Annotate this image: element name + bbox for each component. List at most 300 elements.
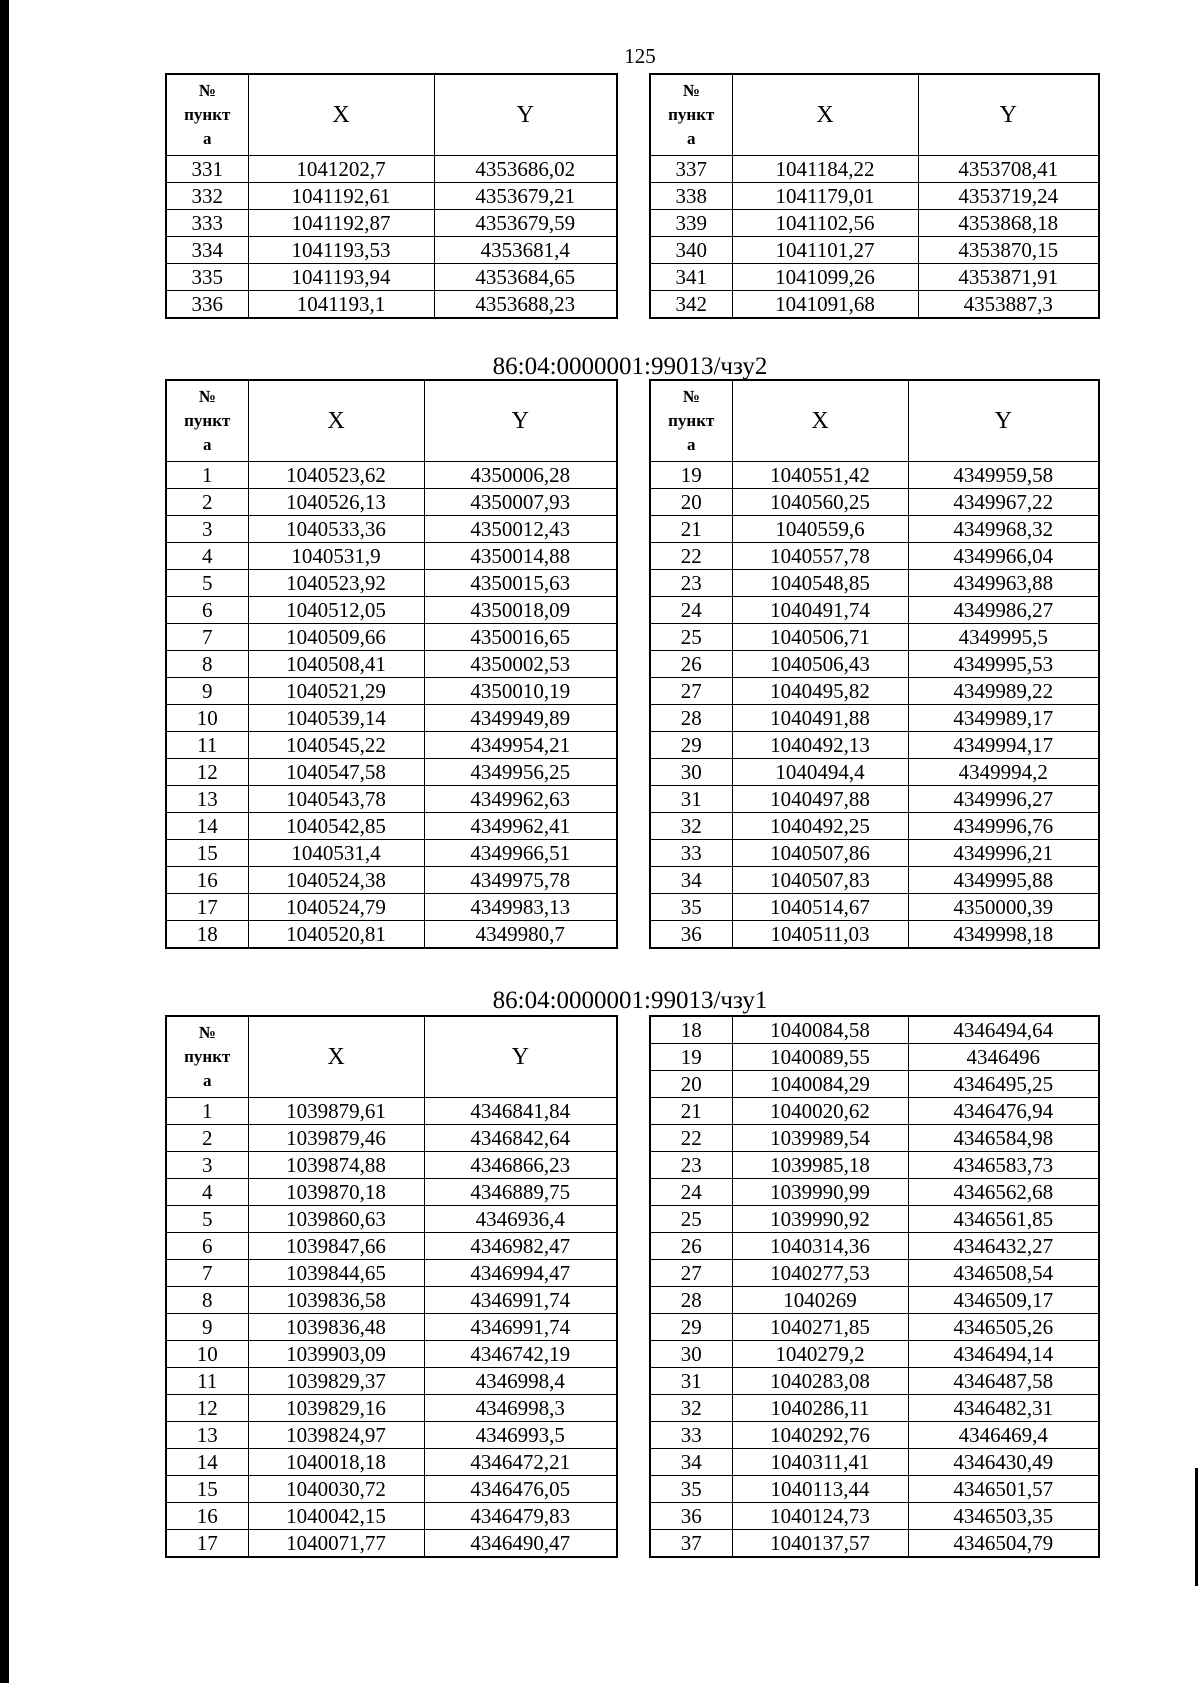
point-number-cell: 37: [650, 1530, 732, 1558]
y-coordinate-cell: 4349956,25: [424, 759, 617, 786]
point-number-cell: 22: [650, 1125, 732, 1152]
x-coordinate-cell: 1040507,83: [732, 867, 908, 894]
table-row: [166, 156, 617, 183]
table-row: [166, 543, 617, 570]
y-coordinate-cell: 4346479,83: [424, 1503, 617, 1530]
y-coordinate-cell: 4353684,65: [434, 264, 617, 291]
header-point-number-line: а: [687, 129, 696, 148]
table-row: [650, 1071, 1099, 1098]
y-coordinate-cell: 4346508,54: [908, 1260, 1099, 1287]
point-number-cell: 13: [166, 1422, 248, 1449]
x-coordinate-cell: 1040491,74: [732, 597, 908, 624]
table-row: [166, 813, 617, 840]
x-coordinate-cell: 1039874,88: [248, 1152, 424, 1179]
header-x: X: [732, 74, 918, 156]
x-coordinate-cell: 1040124,73: [732, 1503, 908, 1530]
coords-table-s1-right: [649, 379, 1100, 949]
header-point-number-line: пункт: [184, 1047, 231, 1066]
table-row: [166, 1125, 617, 1152]
table-row: [650, 1016, 1099, 1044]
y-coordinate-cell: 4346994,47: [424, 1260, 617, 1287]
x-coordinate-cell: 1040543,78: [248, 786, 424, 813]
table-row: [166, 1233, 617, 1260]
point-number-cell: 1: [166, 462, 248, 489]
point-number-cell: 9: [166, 1314, 248, 1341]
table-row: [650, 1044, 1099, 1071]
point-number-cell: 33: [650, 840, 732, 867]
point-number-cell: 10: [166, 1341, 248, 1368]
table-row: [650, 786, 1099, 813]
point-number-cell: 336: [166, 291, 248, 319]
point-number-cell: 29: [650, 1314, 732, 1341]
table-row: [650, 1530, 1099, 1558]
x-coordinate-cell: 1040279,2: [732, 1341, 908, 1368]
x-coordinate-cell: 1041184,22: [732, 156, 918, 183]
table-row: [166, 786, 617, 813]
table-row: [650, 1341, 1099, 1368]
x-coordinate-cell: 1040113,44: [732, 1476, 908, 1503]
header-point-number-line: №: [198, 81, 216, 100]
x-coordinate-cell: 1040506,43: [732, 651, 908, 678]
x-coordinate-cell: 1041101,27: [732, 237, 918, 264]
coords-table-s0-right: [649, 73, 1100, 319]
point-number-cell: 7: [166, 1260, 248, 1287]
header-point-number: [166, 380, 248, 462]
table-row: [650, 1206, 1099, 1233]
y-coordinate-cell: 4349962,63: [424, 786, 617, 813]
point-number-cell: 19: [650, 1044, 732, 1071]
table-row: [650, 1098, 1099, 1125]
table-header-row: [650, 380, 1099, 462]
table-row: [650, 624, 1099, 651]
table-row: [166, 759, 617, 786]
table-row: [166, 183, 617, 210]
table-row: [166, 840, 617, 867]
x-coordinate-cell: 1040277,53: [732, 1260, 908, 1287]
header-point-number-line: пункт: [184, 105, 231, 124]
table-row: [650, 1125, 1099, 1152]
x-coordinate-cell: 1039844,65: [248, 1260, 424, 1287]
point-number-cell: 18: [650, 1016, 732, 1044]
point-number-cell: 25: [650, 1206, 732, 1233]
point-number-cell: 21: [650, 1098, 732, 1125]
y-coordinate-cell: 4349995,5: [908, 624, 1099, 651]
header-y: Y: [908, 380, 1099, 462]
table-row: [650, 543, 1099, 570]
point-number-cell: 17: [166, 894, 248, 921]
y-coordinate-cell: 4346504,79: [908, 1530, 1099, 1558]
x-coordinate-cell: 1040042,15: [248, 1503, 424, 1530]
point-number-cell: 11: [166, 1368, 248, 1395]
y-coordinate-cell: 4349983,13: [424, 894, 617, 921]
y-coordinate-cell: 4346469,4: [908, 1422, 1099, 1449]
table-row: [166, 1260, 617, 1287]
y-coordinate-cell: 4346503,35: [908, 1503, 1099, 1530]
x-coordinate-cell: 1041102,56: [732, 210, 918, 237]
point-number-cell: 24: [650, 597, 732, 624]
point-number-cell: 15: [166, 840, 248, 867]
y-coordinate-cell: 4349967,22: [908, 489, 1099, 516]
point-number-cell: 16: [166, 1503, 248, 1530]
header-point-number: [650, 380, 732, 462]
point-number-cell: 335: [166, 264, 248, 291]
header-point-number-line: №: [682, 81, 700, 100]
table-row: [166, 705, 617, 732]
y-coordinate-cell: 4353679,59: [434, 210, 617, 237]
table-header-row: [166, 380, 617, 462]
point-number-cell: 340: [650, 237, 732, 264]
y-coordinate-cell: 4346509,17: [908, 1287, 1099, 1314]
point-number-cell: 19: [650, 462, 732, 489]
point-number-cell: 4: [166, 543, 248, 570]
point-number-cell: 332: [166, 183, 248, 210]
y-coordinate-cell: 4349968,32: [908, 516, 1099, 543]
header-point-number-line: а: [203, 435, 212, 454]
point-number-cell: 2: [166, 489, 248, 516]
header-point-number-line: №: [198, 1023, 216, 1042]
y-coordinate-cell: 4349995,53: [908, 651, 1099, 678]
x-coordinate-cell: 1040524,38: [248, 867, 424, 894]
table-row: [650, 894, 1099, 921]
y-coordinate-cell: 4346430,49: [908, 1449, 1099, 1476]
x-coordinate-cell: 1040508,41: [248, 651, 424, 678]
x-coordinate-cell: 1040559,6: [732, 516, 908, 543]
y-coordinate-cell: 4346584,98: [908, 1125, 1099, 1152]
point-number-cell: 20: [650, 489, 732, 516]
y-coordinate-cell: 4346889,75: [424, 1179, 617, 1206]
table-row: [166, 732, 617, 759]
point-number-cell: 10: [166, 705, 248, 732]
table-row: [650, 183, 1099, 210]
header-y: Y: [918, 74, 1099, 156]
table-row: [650, 1314, 1099, 1341]
table-row: [166, 291, 617, 319]
table-row: [650, 1152, 1099, 1179]
y-coordinate-cell: 4353871,91: [918, 264, 1099, 291]
y-coordinate-cell: 4346476,05: [424, 1476, 617, 1503]
x-coordinate-cell: 1040531,4: [248, 840, 424, 867]
x-coordinate-cell: 1041091,68: [732, 291, 918, 319]
x-coordinate-cell: 1041193,94: [248, 264, 434, 291]
table-row: [650, 264, 1099, 291]
table-row: [650, 1449, 1099, 1476]
header-y: Y: [424, 1016, 617, 1098]
x-coordinate-cell: 1040314,36: [732, 1233, 908, 1260]
point-number-cell: 341: [650, 264, 732, 291]
x-coordinate-cell: 1039990,92: [732, 1206, 908, 1233]
section-title-chzu1: 86:04:0000001:99013/чзу1: [492, 987, 768, 1014]
y-coordinate-cell: 4353688,23: [434, 291, 617, 319]
y-coordinate-cell: 4346487,58: [908, 1368, 1099, 1395]
header-point-number-line: пункт: [668, 105, 715, 124]
table-row: [650, 156, 1099, 183]
point-number-cell: 32: [650, 1395, 732, 1422]
y-coordinate-cell: 4346742,19: [424, 1341, 617, 1368]
x-coordinate-cell: 1041192,61: [248, 183, 434, 210]
point-number-cell: 18: [166, 921, 248, 949]
header-point-number-line: №: [682, 387, 700, 406]
y-coordinate-cell: 4349994,17: [908, 732, 1099, 759]
table-row: [166, 1098, 617, 1125]
y-coordinate-cell: 4349996,27: [908, 786, 1099, 813]
header-y: Y: [434, 74, 617, 156]
y-coordinate-cell: 4349966,51: [424, 840, 617, 867]
x-coordinate-cell: 1039847,66: [248, 1233, 424, 1260]
page-number: 125: [624, 44, 656, 68]
x-coordinate-cell: 1040491,88: [732, 705, 908, 732]
y-coordinate-cell: 4349966,04: [908, 543, 1099, 570]
y-coordinate-cell: 4346866,23: [424, 1152, 617, 1179]
table-row: [650, 462, 1099, 489]
point-number-cell: 27: [650, 678, 732, 705]
x-coordinate-cell: 1040492,25: [732, 813, 908, 840]
table-row: [650, 1476, 1099, 1503]
y-coordinate-cell: 4353708,41: [918, 156, 1099, 183]
header-point-number-line: №: [198, 387, 216, 406]
y-coordinate-cell: 4349975,78: [424, 867, 617, 894]
table-row: [650, 732, 1099, 759]
table-row: [166, 516, 617, 543]
table-row: [166, 1287, 617, 1314]
x-coordinate-cell: 1040521,29: [248, 678, 424, 705]
x-coordinate-cell: 1039990,99: [732, 1179, 908, 1206]
x-coordinate-cell: 1040018,18: [248, 1449, 424, 1476]
point-number-cell: 30: [650, 1341, 732, 1368]
point-number-cell: 339: [650, 210, 732, 237]
header-x: X: [732, 380, 908, 462]
table-row: [166, 1422, 617, 1449]
x-coordinate-cell: 1039985,18: [732, 1152, 908, 1179]
x-coordinate-cell: 1041202,7: [248, 156, 434, 183]
point-number-cell: 35: [650, 894, 732, 921]
y-coordinate-cell: 4346842,64: [424, 1125, 617, 1152]
y-coordinate-cell: 4346982,47: [424, 1233, 617, 1260]
x-coordinate-cell: 1040084,58: [732, 1016, 908, 1044]
header-point-number: [166, 74, 248, 156]
table-row: [166, 1206, 617, 1233]
y-coordinate-cell: 4350016,65: [424, 624, 617, 651]
y-coordinate-cell: 4350012,43: [424, 516, 617, 543]
x-coordinate-cell: 1040526,13: [248, 489, 424, 516]
table-row: [650, 840, 1099, 867]
y-coordinate-cell: 4346494,64: [908, 1016, 1099, 1044]
table-row: [166, 921, 617, 949]
x-coordinate-cell: 1040269: [732, 1287, 908, 1314]
coords-table-s2-right: [649, 1015, 1100, 1558]
point-number-cell: 334: [166, 237, 248, 264]
table-row: [166, 1179, 617, 1206]
table-header-row: [166, 1016, 617, 1098]
scan-edge-left: [0, 0, 9, 1683]
x-coordinate-cell: 1040547,58: [248, 759, 424, 786]
y-coordinate-cell: 4349962,41: [424, 813, 617, 840]
table-row: [166, 624, 617, 651]
header-point-number-line: пункт: [668, 411, 715, 430]
table-row: [650, 210, 1099, 237]
point-number-cell: 1: [166, 1098, 248, 1125]
table-row: [166, 1368, 617, 1395]
y-coordinate-cell: 4349996,76: [908, 813, 1099, 840]
x-coordinate-cell: 1040523,92: [248, 570, 424, 597]
table-row: [650, 570, 1099, 597]
x-coordinate-cell: 1040089,55: [732, 1044, 908, 1071]
table-row: [650, 1233, 1099, 1260]
x-coordinate-cell: 1039879,61: [248, 1098, 424, 1125]
x-coordinate-cell: 1040495,82: [732, 678, 908, 705]
table-row: [650, 1179, 1099, 1206]
x-coordinate-cell: 1040020,62: [732, 1098, 908, 1125]
table-row: [166, 570, 617, 597]
y-coordinate-cell: 4353719,24: [918, 183, 1099, 210]
x-coordinate-cell: 1039829,37: [248, 1368, 424, 1395]
point-number-cell: 13: [166, 786, 248, 813]
table-row: [166, 210, 617, 237]
x-coordinate-cell: 1040311,41: [732, 1449, 908, 1476]
x-coordinate-cell: 1039829,16: [248, 1395, 424, 1422]
x-coordinate-cell: 1040030,72: [248, 1476, 424, 1503]
table-header-row: [166, 74, 617, 156]
x-coordinate-cell: 1040531,9: [248, 543, 424, 570]
header-point-number-line: а: [203, 1071, 212, 1090]
point-number-cell: 26: [650, 1233, 732, 1260]
point-number-cell: 333: [166, 210, 248, 237]
y-coordinate-cell: 4346998,3: [424, 1395, 617, 1422]
x-coordinate-cell: 1040539,14: [248, 705, 424, 732]
x-coordinate-cell: 1039836,58: [248, 1287, 424, 1314]
scan-mark-right: [1195, 1468, 1198, 1586]
y-coordinate-cell: 4349980,7: [424, 921, 617, 949]
table-row: [166, 867, 617, 894]
y-coordinate-cell: 4349995,88: [908, 867, 1099, 894]
y-coordinate-cell: 4346991,74: [424, 1314, 617, 1341]
y-coordinate-cell: 4349959,58: [908, 462, 1099, 489]
y-coordinate-cell: 4349986,27: [908, 597, 1099, 624]
x-coordinate-cell: 1039836,48: [248, 1314, 424, 1341]
header-point-number-line: а: [203, 129, 212, 148]
y-coordinate-cell: 4353686,02: [434, 156, 617, 183]
y-coordinate-cell: 4349998,18: [908, 921, 1099, 949]
y-coordinate-cell: 4353870,15: [918, 237, 1099, 264]
point-number-cell: 338: [650, 183, 732, 210]
table-row: [166, 237, 617, 264]
x-coordinate-cell: 1040292,76: [732, 1422, 908, 1449]
y-coordinate-cell: 4346841,84: [424, 1098, 617, 1125]
x-coordinate-cell: 1040520,81: [248, 921, 424, 949]
point-number-cell: 28: [650, 1287, 732, 1314]
point-number-cell: 27: [650, 1260, 732, 1287]
table-row: [650, 1287, 1099, 1314]
point-number-cell: 26: [650, 651, 732, 678]
y-coordinate-cell: 4350014,88: [424, 543, 617, 570]
header-y: Y: [424, 380, 617, 462]
y-coordinate-cell: 4350006,28: [424, 462, 617, 489]
table-row: [166, 678, 617, 705]
point-number-cell: 31: [650, 1368, 732, 1395]
y-coordinate-cell: 4353887,3: [918, 291, 1099, 319]
table-row: [166, 1503, 617, 1530]
x-coordinate-cell: 1041099,26: [732, 264, 918, 291]
x-coordinate-cell: 1040283,08: [732, 1368, 908, 1395]
table-row: [166, 1449, 617, 1476]
point-number-cell: 24: [650, 1179, 732, 1206]
point-number-cell: 6: [166, 1233, 248, 1260]
y-coordinate-cell: 4346432,27: [908, 1233, 1099, 1260]
table-row: [650, 678, 1099, 705]
point-number-cell: 33: [650, 1422, 732, 1449]
point-number-cell: 23: [650, 1152, 732, 1179]
x-coordinate-cell: 1040492,13: [732, 732, 908, 759]
y-coordinate-cell: 4349994,2: [908, 759, 1099, 786]
x-coordinate-cell: 1040557,78: [732, 543, 908, 570]
y-coordinate-cell: 4346472,21: [424, 1449, 617, 1476]
x-coordinate-cell: 1039870,18: [248, 1179, 424, 1206]
header-point-number: [166, 1016, 248, 1098]
point-number-cell: 342: [650, 291, 732, 319]
table-row: [650, 597, 1099, 624]
x-coordinate-cell: 1041193,1: [248, 291, 434, 319]
table-row: [650, 759, 1099, 786]
y-coordinate-cell: 4350015,63: [424, 570, 617, 597]
x-coordinate-cell: 1041193,53: [248, 237, 434, 264]
point-number-cell: 20: [650, 1071, 732, 1098]
y-coordinate-cell: 4353868,18: [918, 210, 1099, 237]
x-coordinate-cell: 1039879,46: [248, 1125, 424, 1152]
y-coordinate-cell: 4346482,31: [908, 1395, 1099, 1422]
point-number-cell: 14: [166, 813, 248, 840]
y-coordinate-cell: 4346496: [908, 1044, 1099, 1071]
point-number-cell: 21: [650, 516, 732, 543]
point-number-cell: 31: [650, 786, 732, 813]
point-number-cell: 11: [166, 732, 248, 759]
x-coordinate-cell: 1040506,71: [732, 624, 908, 651]
y-coordinate-cell: 4346476,94: [908, 1098, 1099, 1125]
point-number-cell: 29: [650, 732, 732, 759]
x-coordinate-cell: 1041192,87: [248, 210, 434, 237]
y-coordinate-cell: 4353679,21: [434, 183, 617, 210]
x-coordinate-cell: 1040271,85: [732, 1314, 908, 1341]
x-coordinate-cell: 1040509,66: [248, 624, 424, 651]
point-number-cell: 35: [650, 1476, 732, 1503]
point-number-cell: 22: [650, 543, 732, 570]
point-number-cell: 7: [166, 624, 248, 651]
header-x: X: [248, 74, 434, 156]
point-number-cell: 4: [166, 1179, 248, 1206]
x-coordinate-cell: 1040523,62: [248, 462, 424, 489]
point-number-cell: 3: [166, 1152, 248, 1179]
point-number-cell: 12: [166, 759, 248, 786]
table-row: [166, 1395, 617, 1422]
point-number-cell: 5: [166, 570, 248, 597]
point-number-cell: 337: [650, 156, 732, 183]
table-row: [650, 813, 1099, 840]
y-coordinate-cell: 4349989,17: [908, 705, 1099, 732]
table-row: [166, 894, 617, 921]
x-coordinate-cell: 1040507,86: [732, 840, 908, 867]
table-row: [166, 1314, 617, 1341]
x-coordinate-cell: 1040545,22: [248, 732, 424, 759]
x-coordinate-cell: 1040137,57: [732, 1530, 908, 1558]
table-row: [650, 1368, 1099, 1395]
point-number-cell: 17: [166, 1530, 248, 1558]
y-coordinate-cell: 4346495,25: [908, 1071, 1099, 1098]
table-row: [650, 291, 1099, 319]
y-coordinate-cell: 4349996,21: [908, 840, 1099, 867]
x-coordinate-cell: 1039860,63: [248, 1206, 424, 1233]
table-row: [166, 264, 617, 291]
y-coordinate-cell: 4350010,19: [424, 678, 617, 705]
table-row: [650, 1503, 1099, 1530]
table-row: [166, 1476, 617, 1503]
